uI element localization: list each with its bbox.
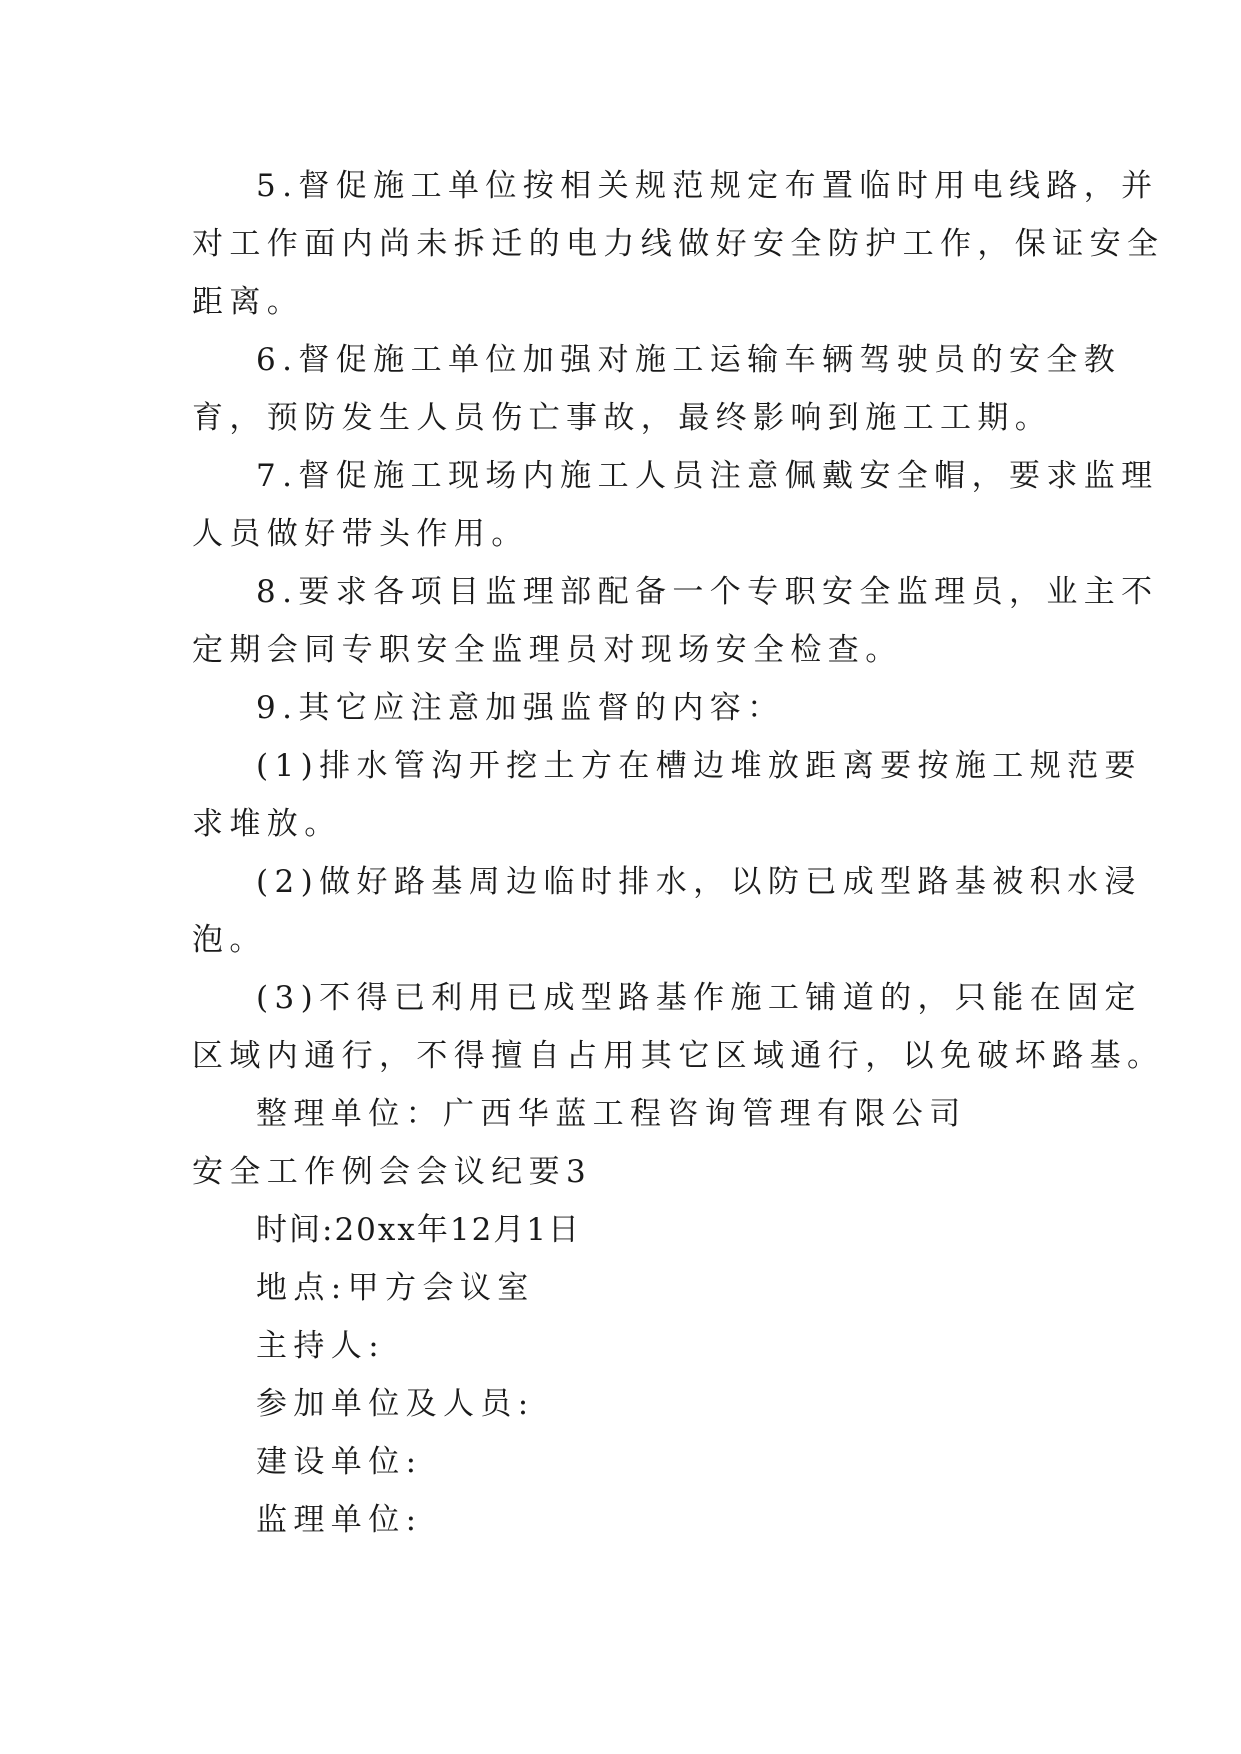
paragraph-line: (2)做好路基周边临时排水，以防已成型路基被积水浸 [256,864,1142,900]
meeting-location: 地点:甲方会议室 [256,1270,535,1306]
paragraph-line: (1)排水管沟开挖土方在槽边堆放距离要按施工规范要 [256,748,1142,784]
paragraph-line: 7.督促施工现场内施工人员注意佩戴安全帽，要求监理 [256,458,1159,494]
paragraph-line: 6.督促施工单位加强对施工运输车辆驾驶员的安全教 [256,342,1122,378]
paragraph-line: 求堆放。 [192,806,342,842]
supervision-unit: 监理单位: [256,1502,423,1538]
meeting-time: 时间:20xx年12月1日 [256,1212,582,1248]
section-title: 安全工作例会会议纪要3 [192,1154,593,1190]
paragraph-line: 距离。 [192,284,305,320]
paragraph-line: (3)不得已利用已成型路基作施工铺道的，只能在固定 [256,980,1142,1016]
paragraph-line: 对工作面内尚未拆迁的电力线做好安全防护工作，保证安全 [192,226,1165,262]
construction-unit: 建设单位: [256,1444,423,1480]
paragraph-line: 9.其它应注意加强监督的内容： [256,690,785,726]
paragraph-line: 8.要求各项目监理部配备一个专职安全监理员，业主不 [256,574,1159,610]
paragraph-line: 区域内通行，不得擅自占用其它区域通行，以免破坏路基。 [192,1038,1165,1074]
organizer-line: 整理单位：广西华蓝工程咨询管理有限公司 [256,1096,967,1132]
paragraph-line: 定期会同专职安全监理员对现场安全检查。 [192,632,903,668]
paragraph-line: 人员做好带头作用。 [192,516,529,552]
paragraph-line: 5.督促施工单位按相关规范规定布置临时用电线路，并 [256,168,1159,204]
paragraph-line: 育，预防发生人员伤亡事故，最终影响到施工工期。 [192,400,1053,436]
paragraph-line: 泡。 [192,922,267,958]
meeting-attendees: 参加单位及人员: [256,1386,535,1422]
meeting-host: 主持人: [256,1328,386,1364]
